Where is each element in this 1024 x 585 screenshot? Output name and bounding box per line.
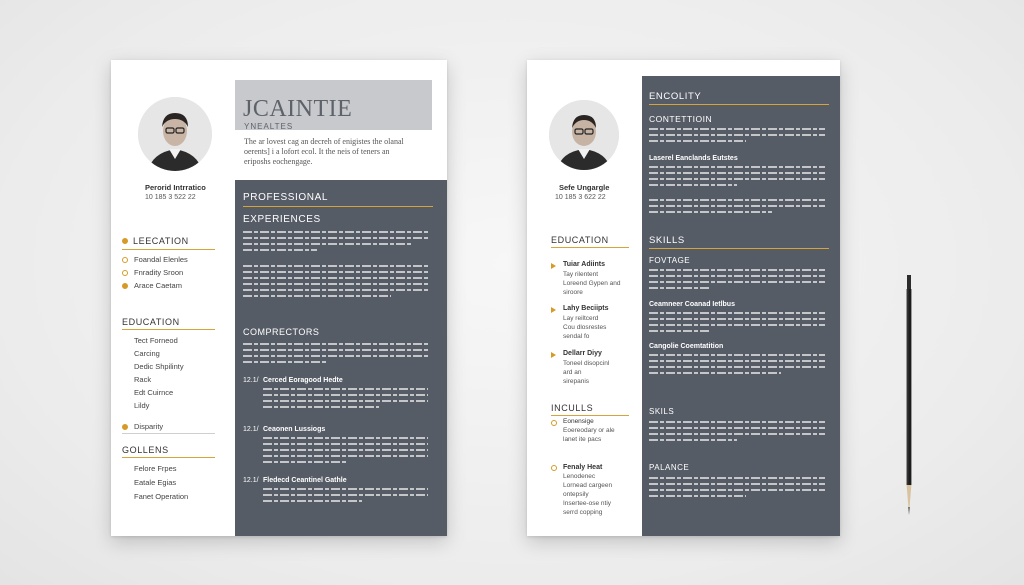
intro-line-2: oerents] i a lofort ecol. It the neis of teners an (244, 147, 390, 156)
gollens-item: Felore Frpes (134, 464, 177, 473)
education-item-line: ard an (563, 369, 582, 376)
inculls-item-line: Eoereodary or ale (563, 427, 615, 434)
entry-title: Cerced Eoragood Hedte (263, 377, 343, 384)
text-block (649, 199, 825, 217)
skills-heading: SKILLS (649, 235, 685, 246)
section-rule (649, 248, 829, 249)
education-item-line: Cou dlosrestes (563, 324, 607, 331)
bullet-icon (551, 420, 557, 426)
education-item-title: Dellarr Diyy (563, 350, 602, 357)
entry-title: Fledecd Ceantinel Gathle (263, 477, 347, 484)
intro-line-3: eriposhs eochengage. (244, 157, 313, 166)
fovtage-subheading: Ceamneer Coanad Ietlbus (649, 301, 735, 308)
education-heading: EDUCATION (551, 235, 609, 245)
gollens-item: Eatale Egias (134, 478, 177, 487)
section1-heading: LEECATION (133, 236, 189, 246)
education-heading: EDUCATION (122, 317, 180, 327)
fovtage-subheading: Cangolie Coemtatition (649, 343, 724, 350)
contention-subheading: Laserel Eanclands Eutstes (649, 155, 738, 162)
text-block (649, 166, 825, 190)
education-item-line: sirepanis (563, 378, 590, 385)
bullet-icon (122, 270, 128, 276)
education-item-title: Lahy Beciipts (563, 305, 609, 312)
text-block (649, 354, 825, 378)
arrow-bullet-icon (551, 263, 556, 269)
education-item-line: siroore (563, 289, 583, 296)
contention-heading: CONTETTIOIN (649, 114, 713, 124)
contact-name: Sefe Ungargle (559, 183, 610, 192)
pencil (906, 275, 912, 515)
contact-phone: 10 185 3 622 22 (555, 194, 606, 201)
education-item: Tect Forneod (134, 336, 178, 345)
bullet-icon (122, 257, 128, 263)
education-item: Edt Cuirnce (134, 388, 174, 397)
text-block (243, 343, 428, 367)
text-block (649, 128, 825, 146)
inculls-item-title: Eonensige (563, 418, 594, 425)
section1-item: Fnradity Sroon (134, 268, 184, 277)
text-block (263, 488, 428, 506)
entry-year: 12.1/ (243, 377, 259, 384)
text-block (649, 421, 825, 445)
profile-photo (549, 100, 619, 170)
bullet-icon (122, 283, 128, 289)
section1-item: Foandal Elenles (134, 255, 188, 264)
education-item: Disparity (134, 422, 164, 431)
section-rule (649, 104, 829, 105)
section-rule (243, 206, 433, 207)
section-rule (551, 247, 629, 248)
arrow-bullet-icon (551, 307, 556, 313)
competitors-heading: COMPRECTORS (243, 327, 320, 337)
experiences-heading: EXPERIENCES (243, 214, 321, 225)
inculls-item-line: ontepsily (563, 491, 589, 498)
fovtage-heading: FOVTAGE (649, 256, 691, 265)
skills2-heading: SKILS (649, 407, 675, 416)
text-block (649, 312, 825, 336)
section-bullet-icon (122, 238, 128, 244)
bullet-icon (551, 465, 557, 471)
divider (122, 433, 215, 434)
education-item-line: Lay reiltcerd (563, 315, 599, 322)
palance-heading: PALANCE (649, 463, 690, 472)
bullet-icon (122, 424, 128, 430)
entry-title: Ceaonen Lussiogs (263, 426, 326, 433)
inculls-item-title: Fenaly Heat (563, 464, 603, 471)
text-block (263, 388, 428, 412)
section-rule (122, 457, 215, 458)
section-rule (122, 249, 215, 250)
resume-subtitle: YNEALTES (244, 122, 294, 131)
text-block (263, 437, 428, 467)
education-item: Dedic Shpilinty (134, 362, 184, 371)
personal-heading: Perorid Intrratico (145, 183, 206, 192)
inculls-heading: INCULLS (551, 403, 594, 413)
inculls-item-line: serrd copping (563, 509, 603, 516)
inculls-item-line: lanet ite pacs (563, 436, 602, 443)
gollens-heading: GOLLENS (122, 445, 169, 455)
section1-item: Arace Caetam (134, 281, 182, 290)
professional-heading: PROFESSIONAL (243, 192, 328, 203)
text-block (649, 269, 825, 293)
gollens-item: Fanet Operation (134, 492, 189, 501)
education-item-line: Tay rilentent (563, 271, 599, 278)
entry-year: 12.1/ (243, 477, 259, 484)
education-item: Carcing (134, 349, 160, 358)
section-rule (551, 415, 629, 416)
education-item-line: sendal fo (563, 333, 590, 340)
entry-year: 12.1/ (243, 426, 259, 433)
resume-sheet-left (111, 60, 447, 536)
education-item-title: Tuiar Adiints (563, 261, 605, 268)
inculls-item-line: Insertee-ose ntiy (563, 500, 612, 507)
education-item: Lildy (134, 401, 150, 410)
inculls-item-line: Lornead cargeen (563, 482, 613, 489)
profile-photo (138, 97, 212, 171)
education-item-line: Loreend Gypen and (563, 280, 621, 287)
section-rule (122, 329, 215, 330)
enclity-heading: ENCOLITY (649, 91, 702, 102)
text-block (649, 477, 825, 501)
resume-sheet-right (527, 60, 840, 536)
education-item-line: Toneel disopcinl (563, 360, 610, 367)
resume-name: JCAINTIE (243, 96, 353, 122)
inculls-item-line: Lenodenec (563, 473, 596, 480)
personal-phone: 10 185 3 522 22 (145, 194, 196, 201)
intro-line-1: The ar lovest cag an decreh of enigistes the olanal (244, 137, 404, 146)
text-block (243, 231, 428, 255)
arrow-bullet-icon (551, 352, 556, 358)
education-item: Rack (134, 375, 152, 384)
text-block (243, 265, 428, 301)
